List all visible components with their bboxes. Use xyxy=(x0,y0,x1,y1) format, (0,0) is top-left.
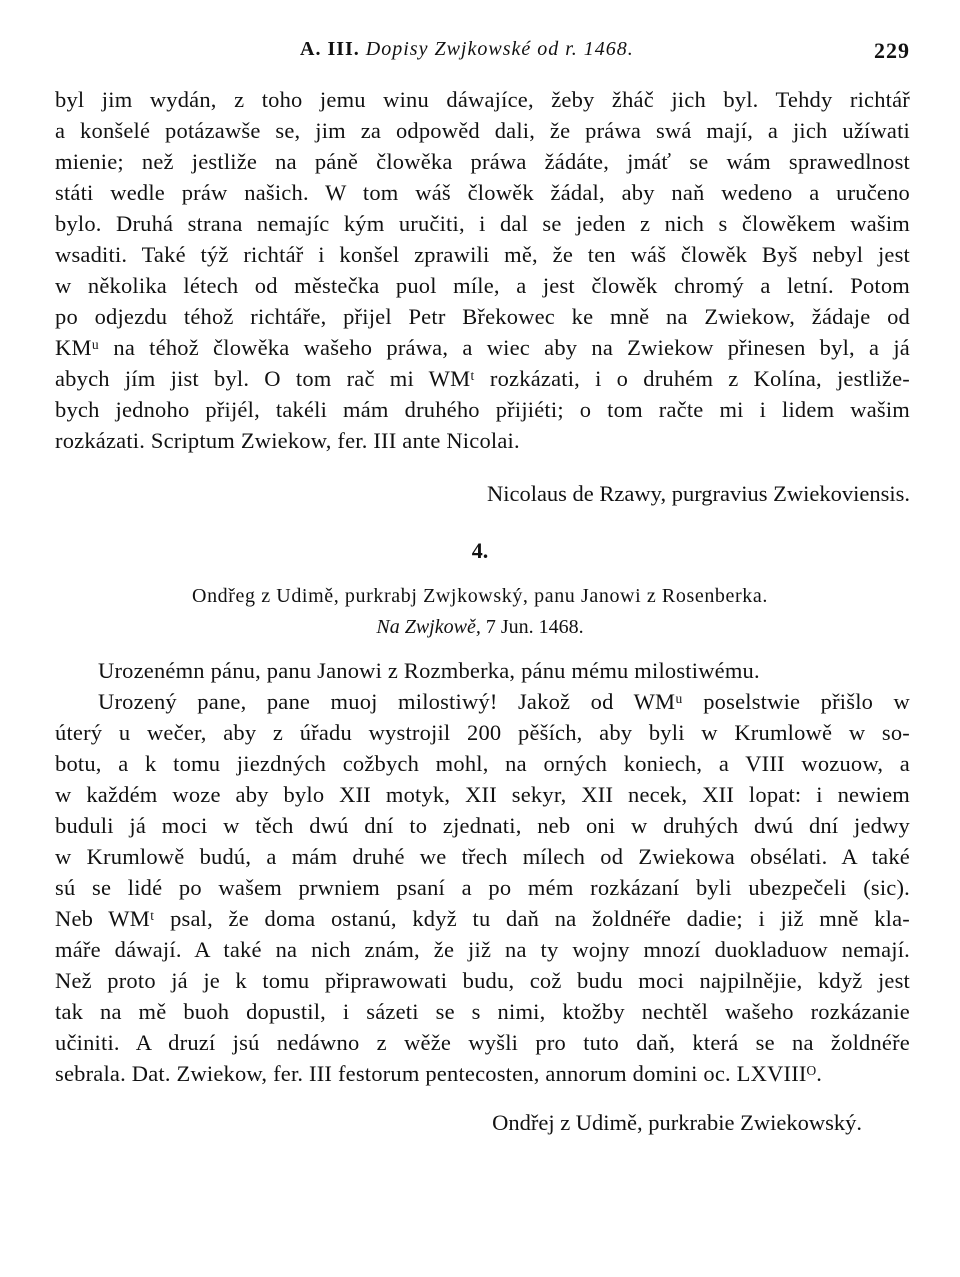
text-line: mienie; než jestliže na páně člowěka práwa žádáte, jmáť se wám sprawedlnost xyxy=(55,149,910,174)
running-head-title: Dopisy Zwjkowské od r. 1468. xyxy=(365,38,634,60)
text-line: buduli já moci w těch dwú dní to zjednati, neb oni w druhých dwú dní jedwy xyxy=(55,813,910,838)
text-line: wsaditi. Také týž richtář i konšel zprawili mě, že ten wáš člowěk Byš nebyl jest xyxy=(55,242,910,267)
text-line: rozkázati. Scriptum Zwiekow, fer. III ante Nicolai. xyxy=(55,428,520,453)
document-number: 4. xyxy=(471,538,489,563)
text-line: po odjezdu téhož richtáře, přijel Petr Břekowec ke mně na Zwiekow, žádaje od xyxy=(55,304,910,329)
text-line: úterý u wečer, aby z úřadu wystrojil 200 pěších, aby byli w Krumlowě w so- xyxy=(55,720,910,745)
text-line: byl jim wydán, z toho jemu winu dáwajíce, žeby žháč jich byl. Tehdy richtář xyxy=(55,87,910,112)
text-line: w každém woze aby bylo XII motyk, XII sekyr, XII necek, XII lopat: i newiem xyxy=(55,782,910,807)
running-head xyxy=(300,38,910,68)
document-date xyxy=(0,616,960,639)
text-line: Než proto já je k tomu připrawowati budu, což budu moci najpilnějie, když jest xyxy=(55,968,910,993)
text-line: abych jím jist byl. O tom rač mi WMᵗ rozkázati, i o druhém z Kolína, jestliže- xyxy=(55,366,910,391)
text-line: w Krumlowě budú, a mám druhé we třech mílech od Zwiekowa obsélati. A také xyxy=(55,844,910,869)
text-line: sú se lidé po wašem prwniem psaní a po mém rozkázaní byli ubezpečeli (sic). xyxy=(55,875,910,900)
running-head-section: A. III. xyxy=(300,38,360,60)
text-line: státi wedle práw našich. W tom wáš člowěk žádal, aby naň wedeno a uručeno xyxy=(55,180,910,205)
text-line: máře dáwají. A také na nich znám, že již na ty wojny mnozí duokladuow nemají. xyxy=(55,937,910,962)
text-line: tak na mě buoh dopustil, i sázeti se s nimi, ktožby nechtěl wašeho rozkázanie xyxy=(55,999,910,1024)
text-line: bylo. Druhá strana nemajíc kým uručiti, i dal se jeden z nich s člowěkem wašim xyxy=(55,211,910,236)
letter-signature: Nicolaus de Rzawy, purgravius Zwiekoviensis. xyxy=(486,481,910,506)
document-heading: Ondřeg z Udimě, purkrabj Zwjkowský, panu Janowi z Rosenberka. xyxy=(192,585,768,607)
text-line: w několika létech od městečka puol míle, a jest člowěk chromý a letní. Potom xyxy=(55,273,910,298)
text-line: učiniti. A druzí jsú nedáwno z wěže wyšli pro tuto daň, která se na žoldnéře xyxy=(55,1030,910,1055)
document-date-text: 7 Jun. 1468. xyxy=(485,616,584,638)
text-line: bych jednoho přijél, takéli mám druhého přijiéti; o tom račte mi i lidem wašim xyxy=(55,397,910,422)
text-line: Urozený pane, pane muoj milostiwý! Jakož od WMᵘ poselstwie přišlo w xyxy=(98,689,910,714)
text-line: botu, a k tomu jiezdných cožbych mohl, na orných koniech, a VIII wozuow, a xyxy=(55,751,910,776)
document-signature: Ondřej z Udimě, purkrabie Zwiekowský. xyxy=(492,1110,862,1135)
text-line: KMᵘ na téhož člowěka wašeho práwa, a wiec aby na Zwiekow přinesen byl, a já xyxy=(55,335,910,360)
address-line: Urozenémn pánu, panu Janowi z Rozmberka, pánu mému milostiwému. xyxy=(98,658,760,683)
page-number: 229 xyxy=(874,38,910,63)
document-place: Na Zwjkowě, xyxy=(376,616,481,638)
text-line: sebrala. Dat. Zwiekow, fer. III festorum pentecosten, annorum domini oc. LXVIIIᴼ. xyxy=(55,1061,823,1086)
text-line: a konšelé potázawše se, jim za odpowěd dali, že práwa swá mají, a jich užíwati xyxy=(55,118,910,143)
text-line: Neb WMᵗ psal, že doma ostanú, když tu daň na žoldnéře dadie; i již mně kla- xyxy=(55,906,910,931)
